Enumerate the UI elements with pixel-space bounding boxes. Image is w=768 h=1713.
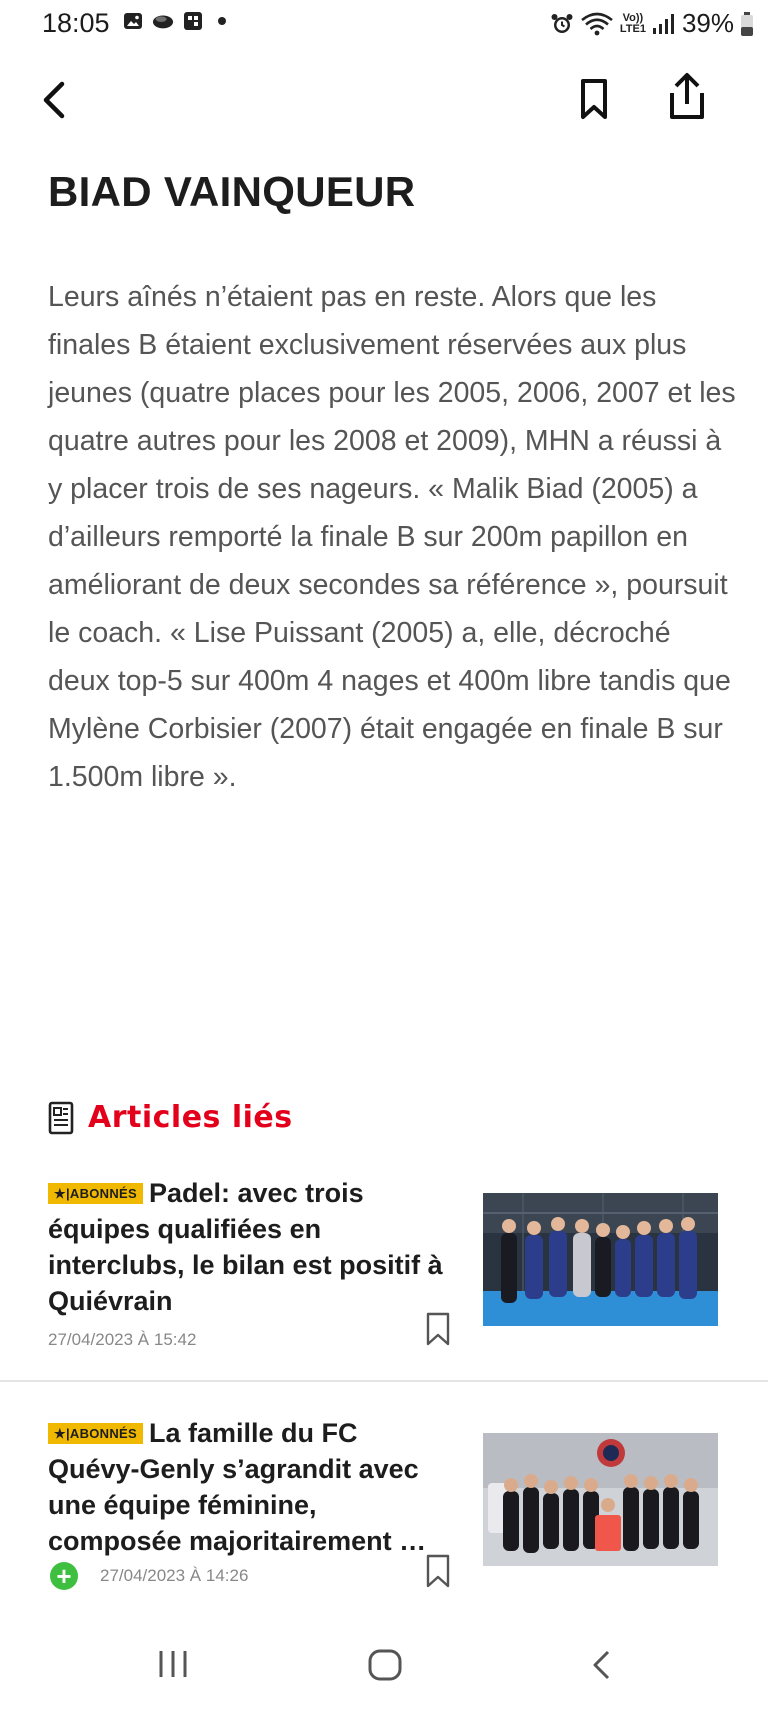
bookmark-icon: [425, 1553, 451, 1589]
related-article-card[interactable]: [0, 1415, 768, 1595]
related-article-date: 27/04/2023 À 15:42: [48, 1330, 197, 1349]
related-article-date: 27/04/2023 À 14:26: [100, 1566, 249, 1585]
status-time: 18:05: [42, 8, 110, 38]
recent-apps-button[interactable]: [156, 1648, 190, 1685]
system-back-button[interactable]: [588, 1648, 614, 1687]
battery-icon: [740, 11, 754, 37]
list-divider: [0, 1380, 768, 1382]
follow-plus-button[interactable]: +: [50, 1562, 78, 1590]
related-articles-header: [48, 1100, 293, 1135]
dot-icon: [218, 17, 226, 25]
related-article-title-text: La famille du FC Quévy-Genly s’agrandit avec une équipe féminine, composée majoritairement …: [48, 1418, 427, 1556]
article-body: Leurs aînés n’étaient pas en reste. Alors que les finales B étaient exclusivement réservées aux plus jeunes (quatre places pour les 2005, 2006, 2007 et les quatre autres pour les 2008 et 2009), MHN a réussi à y placer trois de ses nageurs. « Malik Biad (2005) a d’ailleurs remporté la finale B sur 200m papillon en améliorant de deux secondes sa référence », poursuit le coach. « Lise Puissant (2005) a, elle, décroché deux top-5 sur 400m 4 nages et 400m libre tandis que Mylène Corbisier (2007) était engagée en finale B sur 1.500m libre ».: [48, 281, 736, 793]
status-right-icons: [550, 8, 754, 39]
back-button[interactable]: [36, 78, 76, 122]
status-bar: [0, 0, 768, 48]
related-article-title-text: Padel: avec trois équipes qualifiées en interclubs, le bilan est positif à Quiévrain: [48, 1178, 443, 1316]
recent-apps-icon: [156, 1648, 190, 1680]
bookmark-button[interactable]: [574, 76, 614, 122]
padel-team-photo: [483, 1193, 718, 1326]
related-articles-title: Articles liés: [88, 1100, 293, 1135]
alarm-icon: [550, 12, 574, 36]
share-icon: [664, 70, 710, 122]
gallery-icon: [122, 10, 144, 32]
back-icon: [588, 1648, 614, 1682]
lte-label: LTE1: [619, 22, 646, 35]
home-icon: [367, 1648, 403, 1682]
cloud-icon: [152, 10, 174, 32]
system-navigation-bar: [0, 1620, 768, 1713]
related-article-thumbnail[interactable]: [483, 1433, 718, 1566]
related-article-bookmark-button[interactable]: [425, 1553, 451, 1589]
related-article-thumbnail[interactable]: [483, 1193, 718, 1326]
chevron-left-icon: [36, 78, 76, 122]
notification-icons: [122, 10, 226, 32]
wifi-icon: [580, 11, 614, 37]
share-button[interactable]: [664, 70, 710, 122]
article-heading: BIAD VAINQUEUR: [48, 168, 416, 215]
subscribers-badge: ★|ABONNÉS: [48, 1183, 143, 1204]
related-article-bookmark-button[interactable]: [425, 1311, 451, 1347]
related-article-card[interactable]: [0, 1175, 768, 1375]
bookmark-icon: [425, 1311, 451, 1347]
subscribers-badge: ★|ABONNÉS: [48, 1423, 143, 1444]
related-article-title[interactable]: [48, 1415, 448, 1559]
related-article-title[interactable]: [48, 1175, 448, 1319]
battery-percentage: 39%: [681, 8, 734, 38]
womens-team-photo: [483, 1433, 718, 1566]
bookmark-icon: [574, 76, 614, 122]
newspaper-icon: [48, 1101, 74, 1135]
app-icon: [182, 10, 204, 32]
signal-icon: [652, 12, 676, 36]
home-button[interactable]: [367, 1648, 403, 1687]
volte-label: Vo)): [622, 11, 644, 24]
volte-icon: [620, 13, 646, 35]
